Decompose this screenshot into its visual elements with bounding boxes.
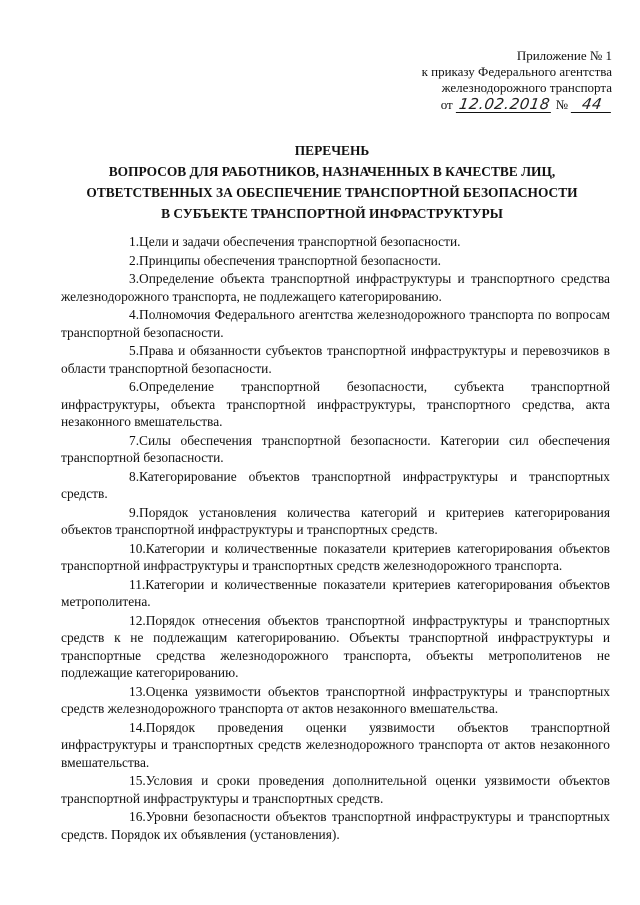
item-number: 6. xyxy=(129,379,140,394)
item-text: Категории и количественные показатели критериев категорирования объектов метрополитена. xyxy=(61,576,610,609)
item-number: 13. xyxy=(129,683,146,699)
list-item xyxy=(61,342,610,377)
list-item xyxy=(61,612,610,682)
handwritten-date: 12.02.2018 xyxy=(457,95,551,113)
item-text: Условия и сроки проведения дополнительной оценки уязвимости объектов транспортной инфраструктуры и транспортных средств. xyxy=(61,773,610,806)
title-line-1: ПЕРЕЧЕНЬ xyxy=(294,143,370,158)
title-line-3: ОТВЕТСТВЕННЫХ ЗА ОБЕСПЕЧЕНИЕ ТРАНСПОРТНОЙ БЕЗОПАСНОСТИ xyxy=(86,185,578,200)
item-text: Оценка уязвимости объектов транспортной инфраструктуры и транспортных средств железнодорожного транспорта от актов незаконного вмешательства. xyxy=(61,683,610,716)
list-item xyxy=(61,306,610,341)
item-number: 10. xyxy=(129,540,146,556)
item-number: 1. xyxy=(129,234,140,249)
list-item xyxy=(61,432,610,467)
list-item xyxy=(61,252,610,270)
item-number: 4. xyxy=(129,307,140,322)
title-line-4: В СУБЪЕКТЕ ТРАНСПОРТНОЙ ИНФРАСТРУКТУРЫ xyxy=(161,206,503,221)
question-list xyxy=(61,233,610,844)
item-number: 2. xyxy=(129,252,140,268)
item-text: Порядок отнесения объектов транспортной инфраструктуры и транспортных средств к не подлежащим категорированию. Объекты транспортной инфраструктуры и транспортные средства железнодорожного транспорта, объекты метрополитенов не подлежащие категорированию. xyxy=(61,612,610,680)
title-line-2: ВОПРОСОВ ДЛЯ РАБОТНИКОВ, НАЗНАЧЕННЫХ В КАЧЕСТВЕ ЛИЦ, xyxy=(108,164,556,179)
item-number: 12. xyxy=(129,612,146,628)
order-reference: к приказу Федерального агентства xyxy=(421,64,612,79)
list-item xyxy=(61,576,610,611)
item-number: 8. xyxy=(129,468,140,484)
item-text: Категорирование объектов транспортной инфраструктуры и транспортных средств. xyxy=(61,468,610,501)
list-item xyxy=(61,378,610,431)
item-number: 7. xyxy=(129,432,140,448)
item-text: Силы обеспечения транспортной безопасности. Категории сил обеспечения транспортной безопасности. xyxy=(61,432,610,465)
item-number: 15. xyxy=(129,773,146,788)
list-item xyxy=(61,683,610,718)
handwritten-number: 44 xyxy=(571,96,613,113)
agency-name: железнодорожного транспорта xyxy=(441,80,612,95)
order-date-number xyxy=(441,96,612,113)
item-text: Категории и количественные показатели критериев категорирования объектов транспортной инфраструктуры и транспортных средств железнодорожного транспорта. xyxy=(61,540,610,573)
item-text: Права и обязанности субъектов транспортной инфраструктуры и перевозчиков в области транспортной безопасности. xyxy=(61,343,610,376)
appendix-header xyxy=(352,48,612,113)
list-item xyxy=(61,270,610,305)
item-number: 14. xyxy=(129,719,146,735)
item-text: Порядок проведения оценки уязвимости объектов транспортной инфраструктуры и транспортных средств железнодорожного транспорта от актов незаконного вмешательства. xyxy=(61,719,610,770)
list-item xyxy=(61,233,610,251)
list-item xyxy=(61,468,610,503)
item-text: Порядок установления количества категорий и критериев категорирования объектов транспортной инфраструктуры и транспортных средств. xyxy=(61,504,610,537)
item-number: 9. xyxy=(129,504,140,520)
item-text: Принципы обеспечения транспортной безопасности. xyxy=(139,252,442,268)
list-item xyxy=(61,540,610,575)
list-item xyxy=(61,504,610,539)
list-item xyxy=(61,808,610,843)
appendix-number: Приложение № 1 xyxy=(516,48,612,63)
item-number: 5. xyxy=(129,343,140,358)
document-title xyxy=(60,140,604,224)
item-text: Цели и задачи обеспечения транспортной безопасности. xyxy=(139,234,461,249)
item-text: Определение транспортной безопасности, субъекта транспортной инфраструктуры, объекта транспортной инфраструктуры, транспортного средства, акта незаконного вмешательства. xyxy=(61,379,610,429)
item-number: 16. xyxy=(129,809,146,824)
number-label: № xyxy=(555,97,568,112)
list-item xyxy=(61,719,610,772)
item-text: Определение объекта транспортной инфраструктуры и транспортного средства железнодорожного транспорта, не подлежащего категорированию. xyxy=(61,271,610,304)
item-text: Полномочия Федерального агентства железнодорожного транспорта по вопросам транспортной безопасности. xyxy=(61,307,610,340)
from-label: от xyxy=(440,97,453,112)
item-number: 3. xyxy=(129,271,140,286)
list-item xyxy=(61,772,610,807)
item-text: Уровни безопасности объектов транспортной инфраструктуры и транспортных средств. Порядок их объявления (установления). xyxy=(61,809,610,842)
item-number: 11. xyxy=(129,576,146,592)
